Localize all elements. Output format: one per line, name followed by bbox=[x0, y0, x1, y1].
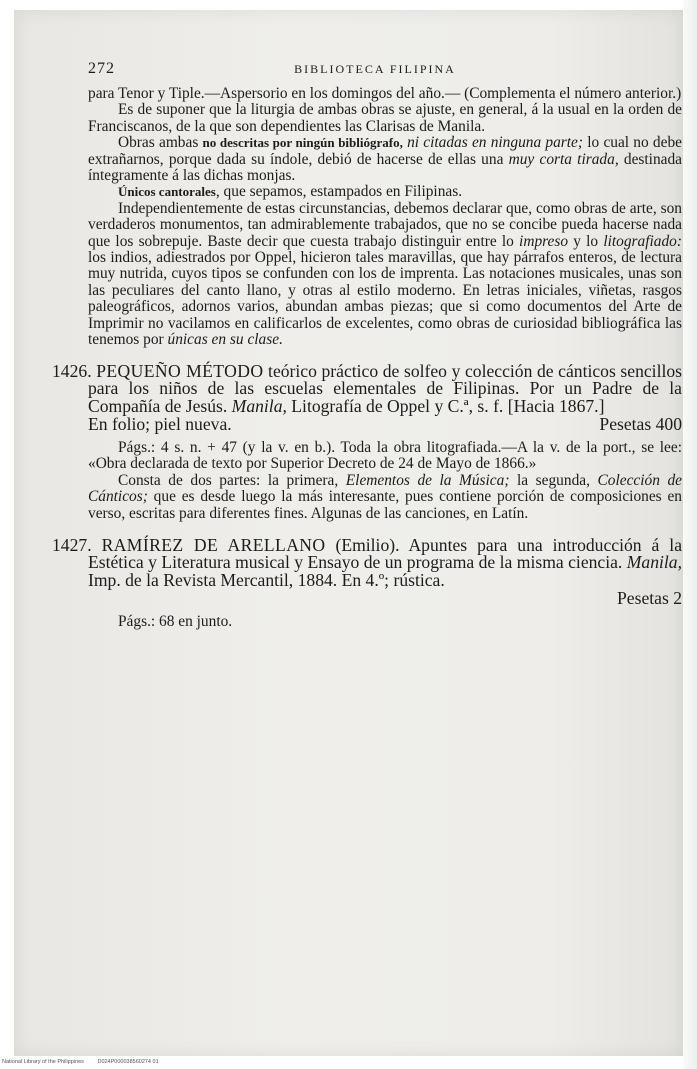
footer-code: D024P000038560274 01 bbox=[97, 1059, 159, 1065]
entry-number: 1426. bbox=[52, 360, 92, 381]
entry-number: 1427. bbox=[52, 534, 92, 555]
paragraph-liturgy: Es de suponer que la liturgia de ambas obras se ajuste, en general, á la usual en la orden de Franciscanos, de la que son dependientes las Clarisas de Manila. bbox=[88, 101, 682, 135]
entry-title: 1427. RAMÍREZ DE ARELLANO (Emilio). Apuntes para una introducción á la Estética y Literatura musical y Ensayo de un programa de la misma ciencia. Manila, Imp. de la Revista Mercantil, 1884. En 4.º; rústica. bbox=[52, 534, 682, 591]
paragraph-art: Independientemente de estas circunstancias, debemos declarar que, como obras de arte, son verdaderos monumentos, tan admirablemente trabajados, que no se concibe pueda hacerse nada que los sobrepuje. Baste decir que cuesta trabajo distinguir entre lo impreso y lo litografiado: los indios, adiestrados por Oppel, hicieron tales maravillas, que hay párrafos enteros, de lectura muy nutrida, cuyos tipos se confunden con los de imprenta. Las notaciones musicales, unas son las peculiares del canto llano, y otras al estilo moderno. En letras iniciales, viñetas, rasgos paleográficos, adornos varios, abundan ambas piezas; que si como documentos del Arte de Imprimir no vacilamos en calificarlos de excelentes, como obras de curiosidad bibliográfica las tenemos por únicas en su clase. bbox=[88, 199, 682, 349]
entry-note: Págs.: 4 s. n. + 47 (y la v. en b.). Toda la obra litografiada.—A la v. de la port., se lee: «Obra declarada de texto por Superior Decreto de 24 de Mayo de 1866.» bbox=[88, 438, 682, 473]
entry-note: Consta de dos partes: la primera, Elementos de la Música; la segunda, Colección de Cánticos; que es desde luego la más interesante, pues contiene porción de composiciones en verso, escritas para diferentes fines. Algunas de las canciones, en Latín. bbox=[88, 471, 682, 523]
running-title: BIBLIOTECA FILIPINA bbox=[294, 62, 456, 76]
entry-1427 bbox=[52, 534, 682, 631]
paragraph-unique: Únicos cantorales, que sepamos, estampados en Filipinas. bbox=[118, 183, 463, 201]
page-header bbox=[88, 60, 682, 86]
entry-format: En folio; piel nueva. bbox=[88, 413, 232, 434]
bold-phrase: Únicos cantorales bbox=[118, 184, 216, 200]
entry-note: Págs.: 68 en junto. bbox=[118, 612, 233, 630]
page-gutter bbox=[683, 0, 697, 1069]
paragraph-continuation: para Tenor y Tiple.—Aspersorio en los domingos del año.— (Complementa el número anterior.) bbox=[88, 85, 682, 102]
footer-library: National Library of the Philippines bbox=[2, 1059, 84, 1065]
scan-footer bbox=[2, 1059, 171, 1065]
entry-title: 1426. PEQUEÑO MÉTODO teórico práctico de solfeo y colección de cánticos sencillos para los niños de las escuelas elementales de Filipinas. Por un Padre de la Compañía de Jesús. Manila, Litografía de Oppel y C.ª, s. f. [Hacia 1867.] bbox=[52, 360, 682, 417]
entry-price: Pesetas 2 bbox=[617, 588, 682, 609]
paragraph-not-described: Obras ambas no descritas por ningún bibliógrafo, ni citadas en ninguna parte; lo cual no debe extrañarnos, porque dada su índole, debió de hacerse de ellas una muy corta tirada, destinada íntegramente á las dichas monjas. bbox=[88, 134, 683, 185]
book-page bbox=[14, 10, 684, 1056]
entry-1426 bbox=[52, 360, 682, 523]
page-number: 272 bbox=[88, 60, 115, 77]
bold-phrase: no descritas por ningún bibliógrafo, bbox=[202, 135, 403, 151]
entry-format-line bbox=[88, 413, 682, 434]
entry-price: Pesetas 400 bbox=[599, 413, 682, 434]
page-text bbox=[52, 60, 683, 630]
entry-price-line bbox=[88, 590, 682, 608]
